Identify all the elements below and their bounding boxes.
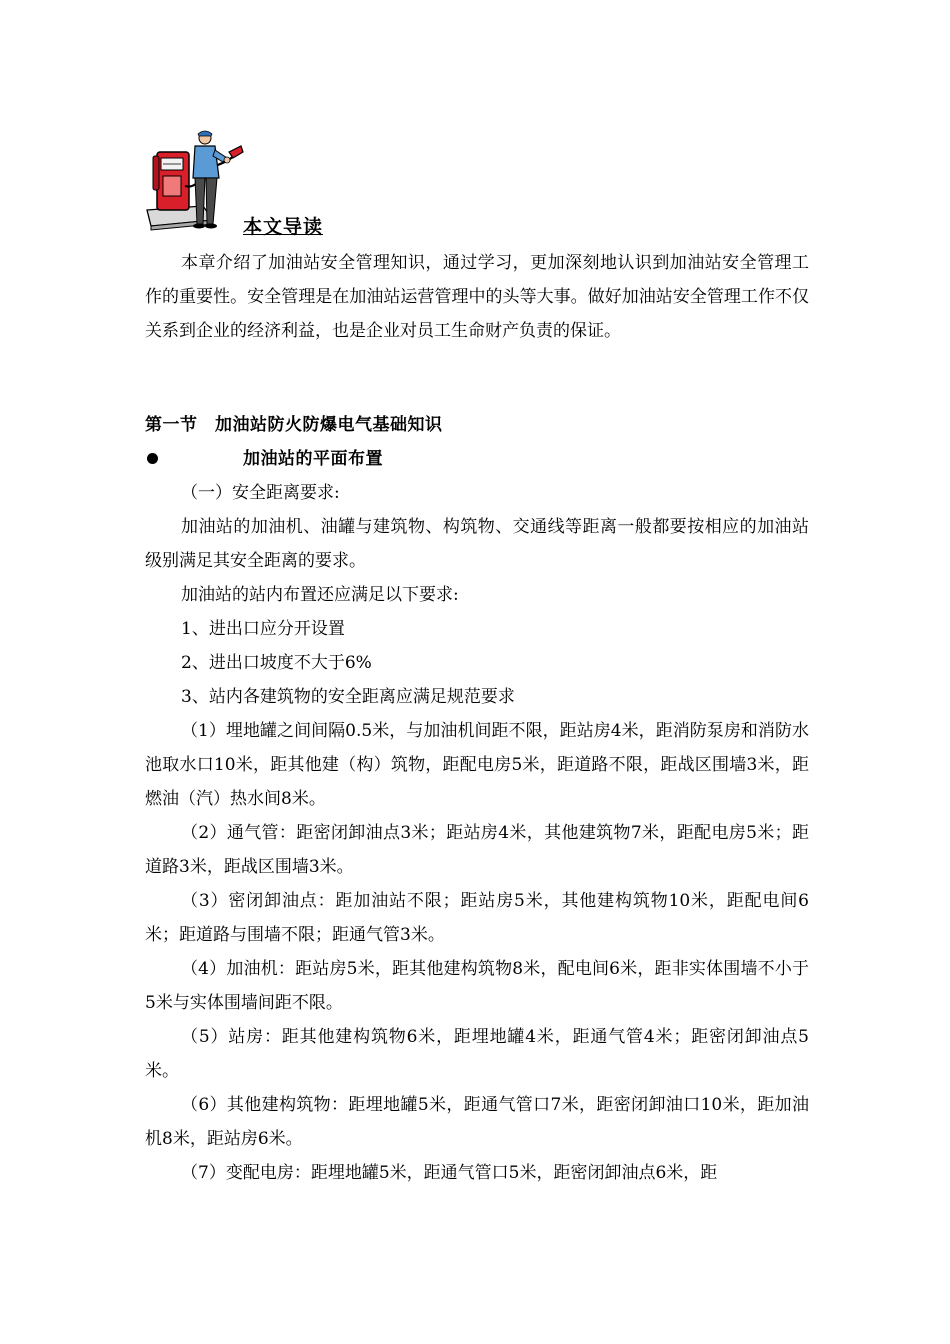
intro-paragraph: 加油站的加油机、油罐与建筑物、构筑物、交通线等距离一般都要按相应的加油站级别满足其安全距离的要求。	[145, 517, 809, 571]
list-item: 3、站内各建筑物的安全距离应满足规范要求	[181, 687, 515, 707]
guide-paragraph: 本章介绍了加油站安全管理知识，通过学习，更加深刻地认识到加油站安全管理工作的重要性。安全管理是在加油站运营管理中的头等大事。做好加油站安全管理工作不仅关系到企业的经济利益，也是企业对员工生命财产负责的保证。	[145, 253, 809, 341]
list-item: 2、进出口坡度不大于6%	[181, 653, 372, 673]
section-block	[145, 408, 809, 1190]
guide-title: 本文导读	[243, 216, 324, 238]
rule-paragraph: （5）站房：距其他建构筑物6米，距埋地罐4米，距通气管4米；距密闭卸油点5米。	[145, 1027, 809, 1081]
rule-paragraph: （1）埋地罐之间间隔0.5米，与加油机间距不限，距站房4米，距消防泵房和消防水池取水口10米，距其他建（构）筑物，距配电房5米，距道路不限，距战区围墙3米，距燃油（汽）热水间8米。	[145, 721, 809, 809]
rule-paragraph: （2）通气管：距密闭卸油点3米；距站房4米，其他建筑物7米，距配电房5米；距道路3米，距战区围墙3米。	[145, 823, 809, 877]
section-title: 第一节 加油站防火防爆电气基础知识	[145, 415, 443, 435]
list-item: 1、进出口应分开设置	[181, 619, 345, 639]
rule-paragraph: （7）变配电房：距埋地罐5米，距通气管口5米，距密闭卸油点6米，距	[181, 1163, 718, 1183]
bullet-dot-icon	[147, 453, 158, 464]
bullet-heading-text: 加油站的平面布置	[243, 449, 383, 469]
rule-paragraph: （4）加油机：距站房5米，距其他建构筑物8米，配电间6米，距非实体围墙不小于5米与实体围墙间距不限。	[145, 959, 809, 1013]
layout-intro: 加油站的站内布置还应满足以下要求:	[181, 585, 459, 605]
rule-paragraph: （3）密闭卸油点：距加油站不限；距站房5米，其他建构筑物10米，距配电间6米；距道路与围墙不限；距通气管3米。	[145, 891, 809, 945]
rule-paragraph: （6）其他建构筑物：距埋地罐5米，距通气管口7米，距密闭卸油口10米，距加油机8米，距站房6米。	[145, 1095, 809, 1149]
sub-heading: （一）安全距离要求:	[181, 483, 340, 503]
gas-station-attendant-icon	[143, 130, 247, 232]
bullet-heading	[145, 442, 809, 476]
guide-block	[145, 246, 809, 348]
